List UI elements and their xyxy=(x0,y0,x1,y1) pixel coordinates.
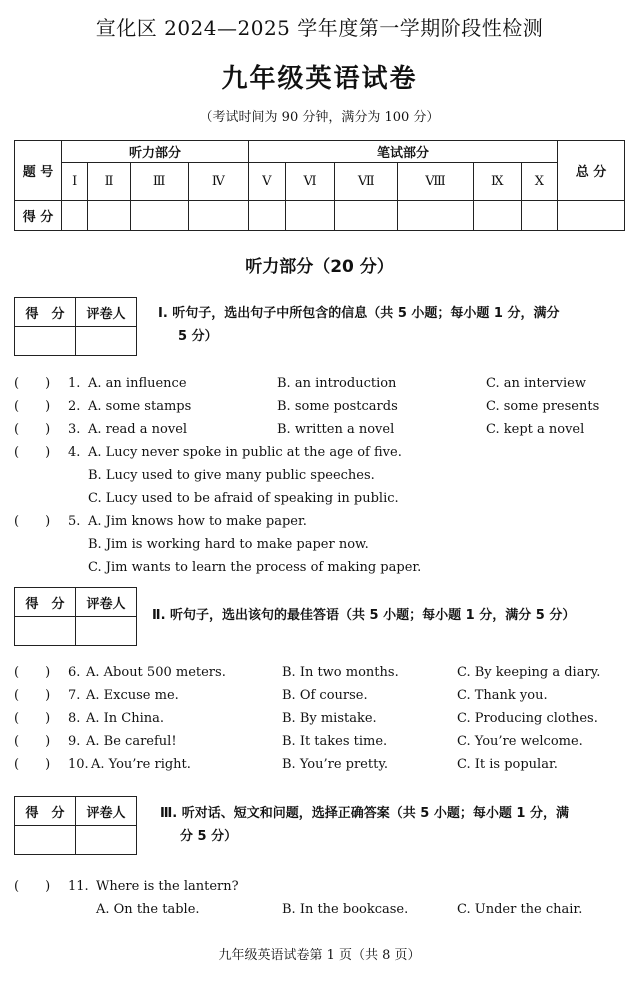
column-header: Ⅶ xyxy=(335,163,398,201)
option-b: B. written a novel xyxy=(277,422,395,437)
score-cell xyxy=(62,201,88,231)
answer-blank: ( ) xyxy=(14,711,51,726)
score-cell xyxy=(473,201,521,231)
score-cell xyxy=(188,201,248,231)
score-row-label: 得 分 xyxy=(15,201,62,231)
grader-box xyxy=(14,796,137,855)
part1-instruction: Ⅰ. 听句子，选出句子中所包含的信息（共 5 小题；每小题 1 分，满分 5 分） xyxy=(158,306,560,344)
question-text: Where is the lantern? xyxy=(96,879,239,894)
option-c: C. Thank you. xyxy=(457,688,548,703)
score-cell xyxy=(335,201,398,231)
question-number: 10. xyxy=(68,757,89,772)
option-c: C. Producing clothes. xyxy=(457,711,598,726)
question-number-label: 题 号 xyxy=(15,141,62,201)
option-c: C. Lucy used to be afraid of speaking in public. xyxy=(88,491,399,506)
option-b: B. Jim is working hard to make paper now. xyxy=(88,537,369,552)
answer-blank: ( ) xyxy=(14,665,51,680)
option-a: A. On the table. xyxy=(96,902,200,917)
option-a: A. Excuse me. xyxy=(86,688,179,703)
score-cell xyxy=(88,201,130,231)
grader-name-label: 评卷人 xyxy=(76,298,137,327)
total-score-cell xyxy=(558,201,625,231)
column-header: Ⅷ xyxy=(398,163,474,201)
option-a: A. an influence xyxy=(88,376,187,391)
exam-time-note: （考试时间为 90 分钟，满分为 100 分） xyxy=(199,110,440,125)
option-a: A. In China. xyxy=(86,711,165,726)
option-a: A. read a novel xyxy=(88,422,188,437)
option-b: B. You’re pretty. xyxy=(282,757,389,772)
score-cell xyxy=(398,201,474,231)
question-number: 5. xyxy=(68,514,81,529)
question-number: 4. xyxy=(68,445,81,460)
option-c: C. Jim wants to learn the process of making paper. xyxy=(88,560,422,575)
option-a: A. About 500 meters. xyxy=(86,665,226,680)
grader-name-label: 评卷人 xyxy=(76,797,137,826)
column-header: Ⅵ xyxy=(285,163,335,201)
question-number: 11. xyxy=(68,879,89,894)
score-cell xyxy=(249,201,286,231)
option-b: B. By mistake. xyxy=(282,711,377,726)
question-number: 6. xyxy=(68,665,81,680)
question-number: 8. xyxy=(68,711,81,726)
answer-blank: ( ) xyxy=(14,879,51,894)
answer-blank: ( ) xyxy=(14,688,51,703)
option-c: C. It is popular. xyxy=(457,757,558,772)
grader-score-label: 得 分 xyxy=(15,298,76,327)
listening-group-header: 听力部分 xyxy=(62,141,249,163)
option-c: C. some presents xyxy=(486,399,600,414)
grader-name-label: 评卷人 xyxy=(76,588,137,617)
part3-instruction: Ⅲ. 听对话、短文和问题，选择正确答案（共 5 小题；每小题 1 分，满 分 5 分） xyxy=(160,806,569,844)
column-header: Ⅰ xyxy=(62,163,88,201)
option-b: B. Lucy used to give many public speeches. xyxy=(88,468,375,483)
option-b: B. an introduction xyxy=(277,376,397,391)
grader-box xyxy=(14,587,137,646)
exam-region-title: 宣化区 2024—2025 学年度第一学期阶段性检测 xyxy=(95,16,544,40)
part2-instruction: Ⅱ. 听句子，选出该句的最佳答语（共 5 小题；每小题 1 分，满分 5 分） xyxy=(152,608,576,623)
answer-blank: ( ) xyxy=(14,514,51,529)
column-header: Ⅲ xyxy=(130,163,188,201)
option-b: B. Of course. xyxy=(282,688,368,703)
column-header: Ⅳ xyxy=(188,163,248,201)
score-table xyxy=(14,140,625,231)
option-b: B. some postcards xyxy=(277,399,398,414)
answer-blank: ( ) xyxy=(14,422,51,437)
option-c: C. an interview xyxy=(486,376,586,391)
option-b: B. It takes time. xyxy=(282,734,388,749)
writing-group-header: 笔试部分 xyxy=(249,141,558,163)
page-title: 九年级英语试卷 xyxy=(221,64,418,94)
option-c: C. Under the chair. xyxy=(457,902,583,917)
grader-score-label: 得 分 xyxy=(15,588,76,617)
option-a: A. some stamps xyxy=(88,399,192,414)
column-header: Ⅸ xyxy=(473,163,521,201)
option-c: C. By keeping a diary. xyxy=(457,665,601,680)
column-header: Ⅴ xyxy=(249,163,286,201)
score-cell xyxy=(285,201,335,231)
listening-section-heading: 听力部分（20 分） xyxy=(245,257,394,277)
question-number: 1. xyxy=(68,376,81,391)
question-number: 3. xyxy=(68,422,81,437)
option-b: B. In two months. xyxy=(282,665,399,680)
answer-blank: ( ) xyxy=(14,376,51,391)
option-a: A. Be careful! xyxy=(86,734,177,749)
option-a: A. Lucy never spoke in public at the age of five. xyxy=(88,445,402,460)
grader-score-label: 得 分 xyxy=(15,797,76,826)
question-number: 9. xyxy=(68,734,81,749)
option-c: C. kept a novel xyxy=(486,422,585,437)
question-number: 7. xyxy=(68,688,81,703)
column-header: Ⅱ xyxy=(88,163,130,201)
answer-blank: ( ) xyxy=(14,399,51,414)
question-number: 2. xyxy=(68,399,81,414)
column-header: Ⅹ xyxy=(521,163,557,201)
option-b: B. In the bookcase. xyxy=(282,902,409,917)
grader-box xyxy=(14,297,137,356)
score-cell xyxy=(130,201,188,231)
score-cell xyxy=(521,201,557,231)
option-a: A. Jim knows how to make paper. xyxy=(88,514,307,529)
option-a: A. You’re right. xyxy=(91,757,191,772)
total-score-label: 总 分 xyxy=(558,141,625,201)
answer-blank: ( ) xyxy=(14,734,51,749)
option-c: C. You’re welcome. xyxy=(457,734,583,749)
answer-blank: ( ) xyxy=(14,445,51,460)
page-footer: 九年级英语试卷第 1 页（共 8 页） xyxy=(218,948,421,963)
answer-blank: ( ) xyxy=(14,757,51,772)
